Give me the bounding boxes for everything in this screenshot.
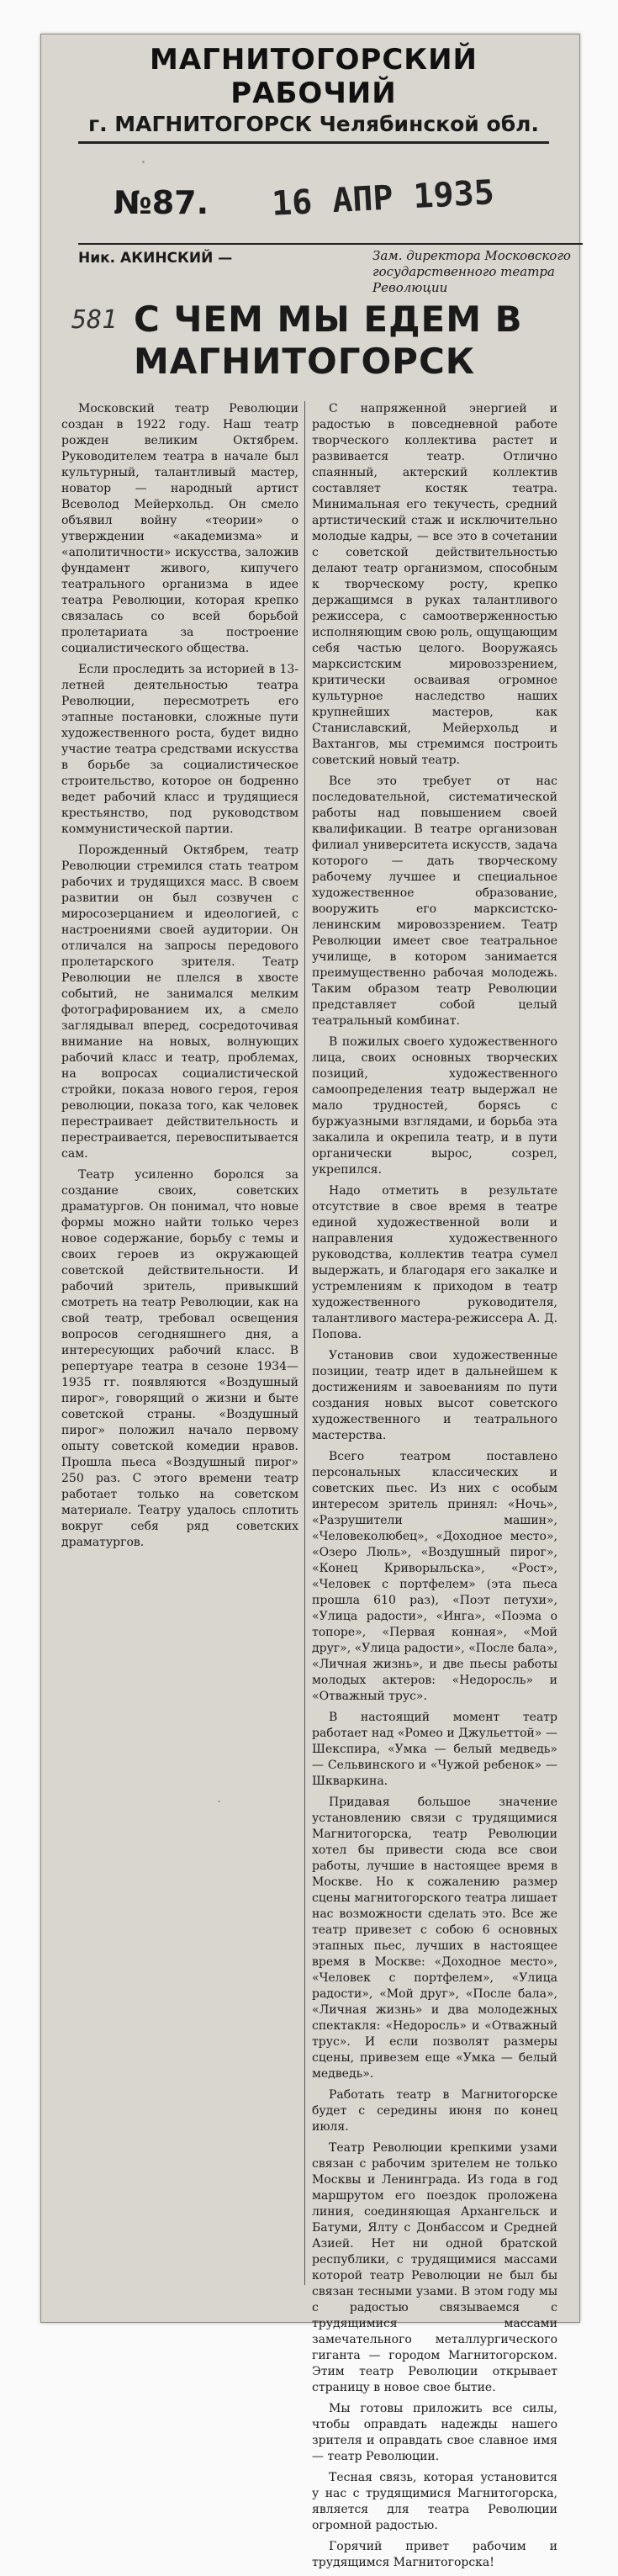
column-divider <box>304 401 305 2285</box>
newspaper-clipping <box>40 34 580 2569</box>
article-paragraph: Московский театр Революции создан в 1922 году. Наш театр рожден великим Октябрем. Руководителем театра в начале был культурный, талантливый мастер, новатор — народный артист Всеволод Мейерхольд. Он смело объявил войну «теории» о утверждении «академизма» и «аполитичности» искусства, заложив фундамент живого, кипучего театрального организма в идее театра Революции, которая крепко связалась со всей борьбой пролетариата за построение социалистического общества. <box>61 402 298 655</box>
article-paragraph: Все это требует от нас последовательной, систематической работы над повышением своей квалификации. В театре организован филиал университета искусств, задача которого — дать творческому рабочему лучшее и специальное художественное образование, вооружить его марксистско-ленинским мировоззрением. Театр Революции имеет свое театральное училище, в котором занимается преимущественно рабочая молодежь. Таким образом театр Революции представляет собой целый театральный комбинат. <box>312 775 557 1028</box>
author-role: Зам. директора Московского государственного театра Революции <box>372 248 571 295</box>
article-paragraph: Театр Революции крепкими узами связан с рабочим зрителем не только Москвы и Ленинграда. Из года в год маршрутом его поездок проложена линия, соединяющая Архангельск и Батуми, Ялту с Донбассом и Средней Азией. Нет ни одной братской республики, с трудящимися массами которой театр Революции не был бы связан тесными узами. В этом году мы с радостью связываемся с трудящимися массами замечательного металлургического гиганта — городом Магнитогорском. Этим театр Революции открывает страницу в новое свое бытие. <box>312 2141 557 2394</box>
article-headline: С ЧЕМ МЫ ЕДЕМ В МАГНИТОГОРСК <box>134 299 523 382</box>
article-paragraph: Если проследить за историей в 13-летней деятельностью театра Революции, пересмотреть его этапные постановки, сложные пути художественного роста, будет видно участие театра средствами искусства в борьбе за социалистическое строительство, которое он бодренно ведет рабочий класс и трудящиеся крестьянство, под руководством коммунистической партии. <box>61 663 298 836</box>
print-speck <box>445 1061 446 1062</box>
article-paragraph: Придавая большое значение установлению связи с трудящимися Магнитогорска, театр Революции хотел бы привести сюда все свои работы, лучшие в настоящее время в Москве. Но к сожалению размер сцены магнитогорского театра лишает нас возможности сделать это. Все же театр привезет с собою 6 основных этапных пьес, лучших в настоящее время в Москве: «Доходное место», «Человек с портфелем», «Улица радости», «Мой друг», «После бала», «Личная жизнь» и два молодежных спектакля: «Недоросль» и «Отважный трус». И если позволят размеры сцены, привезем еще «Умка — белый медведь». <box>312 1796 557 2081</box>
headline-block <box>66 294 554 386</box>
author-name: Ник. АКИНСКИЙ — <box>78 250 233 267</box>
article-paragraph: Мы готовы приложить все силы, чтобы оправдать надежды нашего зрителя и оправдать свое славное имя — театр Революции. <box>312 2402 557 2463</box>
article-paragraph: Горячий привет рабочим и трудящимся Магнитогорска! <box>312 2540 557 2569</box>
article-paragraph: В настоящий момент театр работает над «Ромео и Джульеттой» — Шекспира, «Умка — белый медведь» — Сельвинского и «Чужой ребенок» — Шкваркина. <box>312 1711 557 1788</box>
print-speck <box>142 161 145 163</box>
article-paragraph: С напряженной энергией и радостью в повседневной работе творческого коллектива растет и развивается театр. Отлично спаянный, актерский коллектив составляет костяк театра. Минимальная его текучесть, средний артистический стаж и исключительно молодые кадры, — все это в сочетании с советской действительностью делают театр организмом, способным к творческому росту, крепко держащимся в руках талантливого режиссера, с самоотверженностью исполняющим свою роль, ощущающим себя частью целого. Вооружаясь марксистским мировоззрением, критически осваивая огромное культурное наследство наших крупнейших мастеров, как Станиславский, Мейерхольд и Вахтангов, мы стремимся построить советский новый театр. <box>312 402 557 767</box>
date-stamp: 16 АПР 1935 <box>270 173 495 224</box>
article-paragraph: Установив свои художественные позиции, театр идет в дальнейшем к достижениям и завоеваниям по пути создания новых высот советского художественного и театрального мастерства. <box>312 1349 557 1442</box>
article-paragraph: Тесная связь, которая установится у нас с трудящимися Магнитогорска, является для театра Революции огромной радостью. <box>312 2471 557 2532</box>
article-column-right <box>312 401 557 2576</box>
masthead-subtitle: г. МАГНИТОГОРСК Челябинской обл. <box>88 112 539 136</box>
handwritten-mark: 581 <box>71 305 118 335</box>
issue-number: №87. <box>114 184 209 221</box>
article-paragraph: В пожилых своего художественного лица, своих основных творческих позиций, художественного самоопределения театр выдержал не мало трудностей, борясь с буржуазными взглядами, и борьба эта закалила и окрепила театр, и в пути органически вырос, созрел, укрепился. <box>312 1035 557 1177</box>
masthead <box>78 43 549 144</box>
article-paragraph: Порожденный Октябрем, театр Революции стремился стать театром рабочих и трудящихся масс. В своем развитии он был созвучен с миросозерцанием и идеологией, с настроениями своей аудитории. Он отличался на запросы передового пролетарского зрителя. Театр Революции не плелся в хвосте событий, не занимался мелким фотографированием их, а смело заглядывал вперед, сосредоточивая внимание на новых, волнующих рабочий класс и театр, проблемах, на вопросах социалистической стройки, показа нового героя, героя революции, показа того, как человек перестраивает действительность и перестраивается, перевоспитывается сам. <box>61 844 298 1161</box>
article-paragraph: Надо отметить в результате отсутствие в свое время в театре единой художественной воли и направления художественного руководства, коллектив театра сумел выдержать, и благодаря его закалке и устремлениям к приходом в театр художественного руководителя, талантливого мастера-режиссера А. Д. Попова. <box>312 1184 557 1341</box>
masthead-title: МАГНИТОГОРСКИЙ РАБОЧИЙ <box>150 43 478 110</box>
print-speck <box>218 1801 220 1802</box>
article-paragraph: Всего театром поставлено персональных классических и советских пьес. Из них с особым интересом зритель принял: «Ночь», «Разрушители машин», «Человеколюбец», «Доходное место», «Озеро Люль», «Воздушный пирог», «Конец Криворыльска», «Рост», «Человек с портфелем» (эта пьеса прошла 610 раз), «Поэт петухи», «Улица радости», «Инга», «Поэма о топоре», «Первая конная», «Мой друг», «Улица радости», «После бала», «Личная жизнь», и две пьесы работы молодых актеров: «Недоросль» и «Отважный трус». <box>312 1450 557 1703</box>
article-column-left <box>61 401 298 1556</box>
byline <box>78 243 583 295</box>
article-paragraph: Театр усиленно боролся за создание своих, советских драматургов. Он понимал, что новые формы можно найти только через новое содержание, борьбу с темы и своих героев из окружающей советской действительности. И рабочий зритель, привыкший смотреть на театр Революции, как на свой театр, требовал освещения вопросов сегодняшнего дня, а интересующих рабочий класс. В репертуаре театра в сезоне 1934—1935 гг. появляются «Воздушный пирог», говорящий о жизни и быте советской страны. «Воздушный пирог» положил начало первому опыту советской комедии нравов. Прошла пьеса «Воздушный пирог» 250 раз. С этого времени театр работает только на советском материале. Театру удалось сплотить вокруг себя ряд советских драматургов. <box>61 1168 298 1549</box>
issue-row <box>78 173 549 236</box>
article-paragraph: Работать театр в Магнитогорске будет с середины июня по конец июля. <box>312 2088 557 2134</box>
